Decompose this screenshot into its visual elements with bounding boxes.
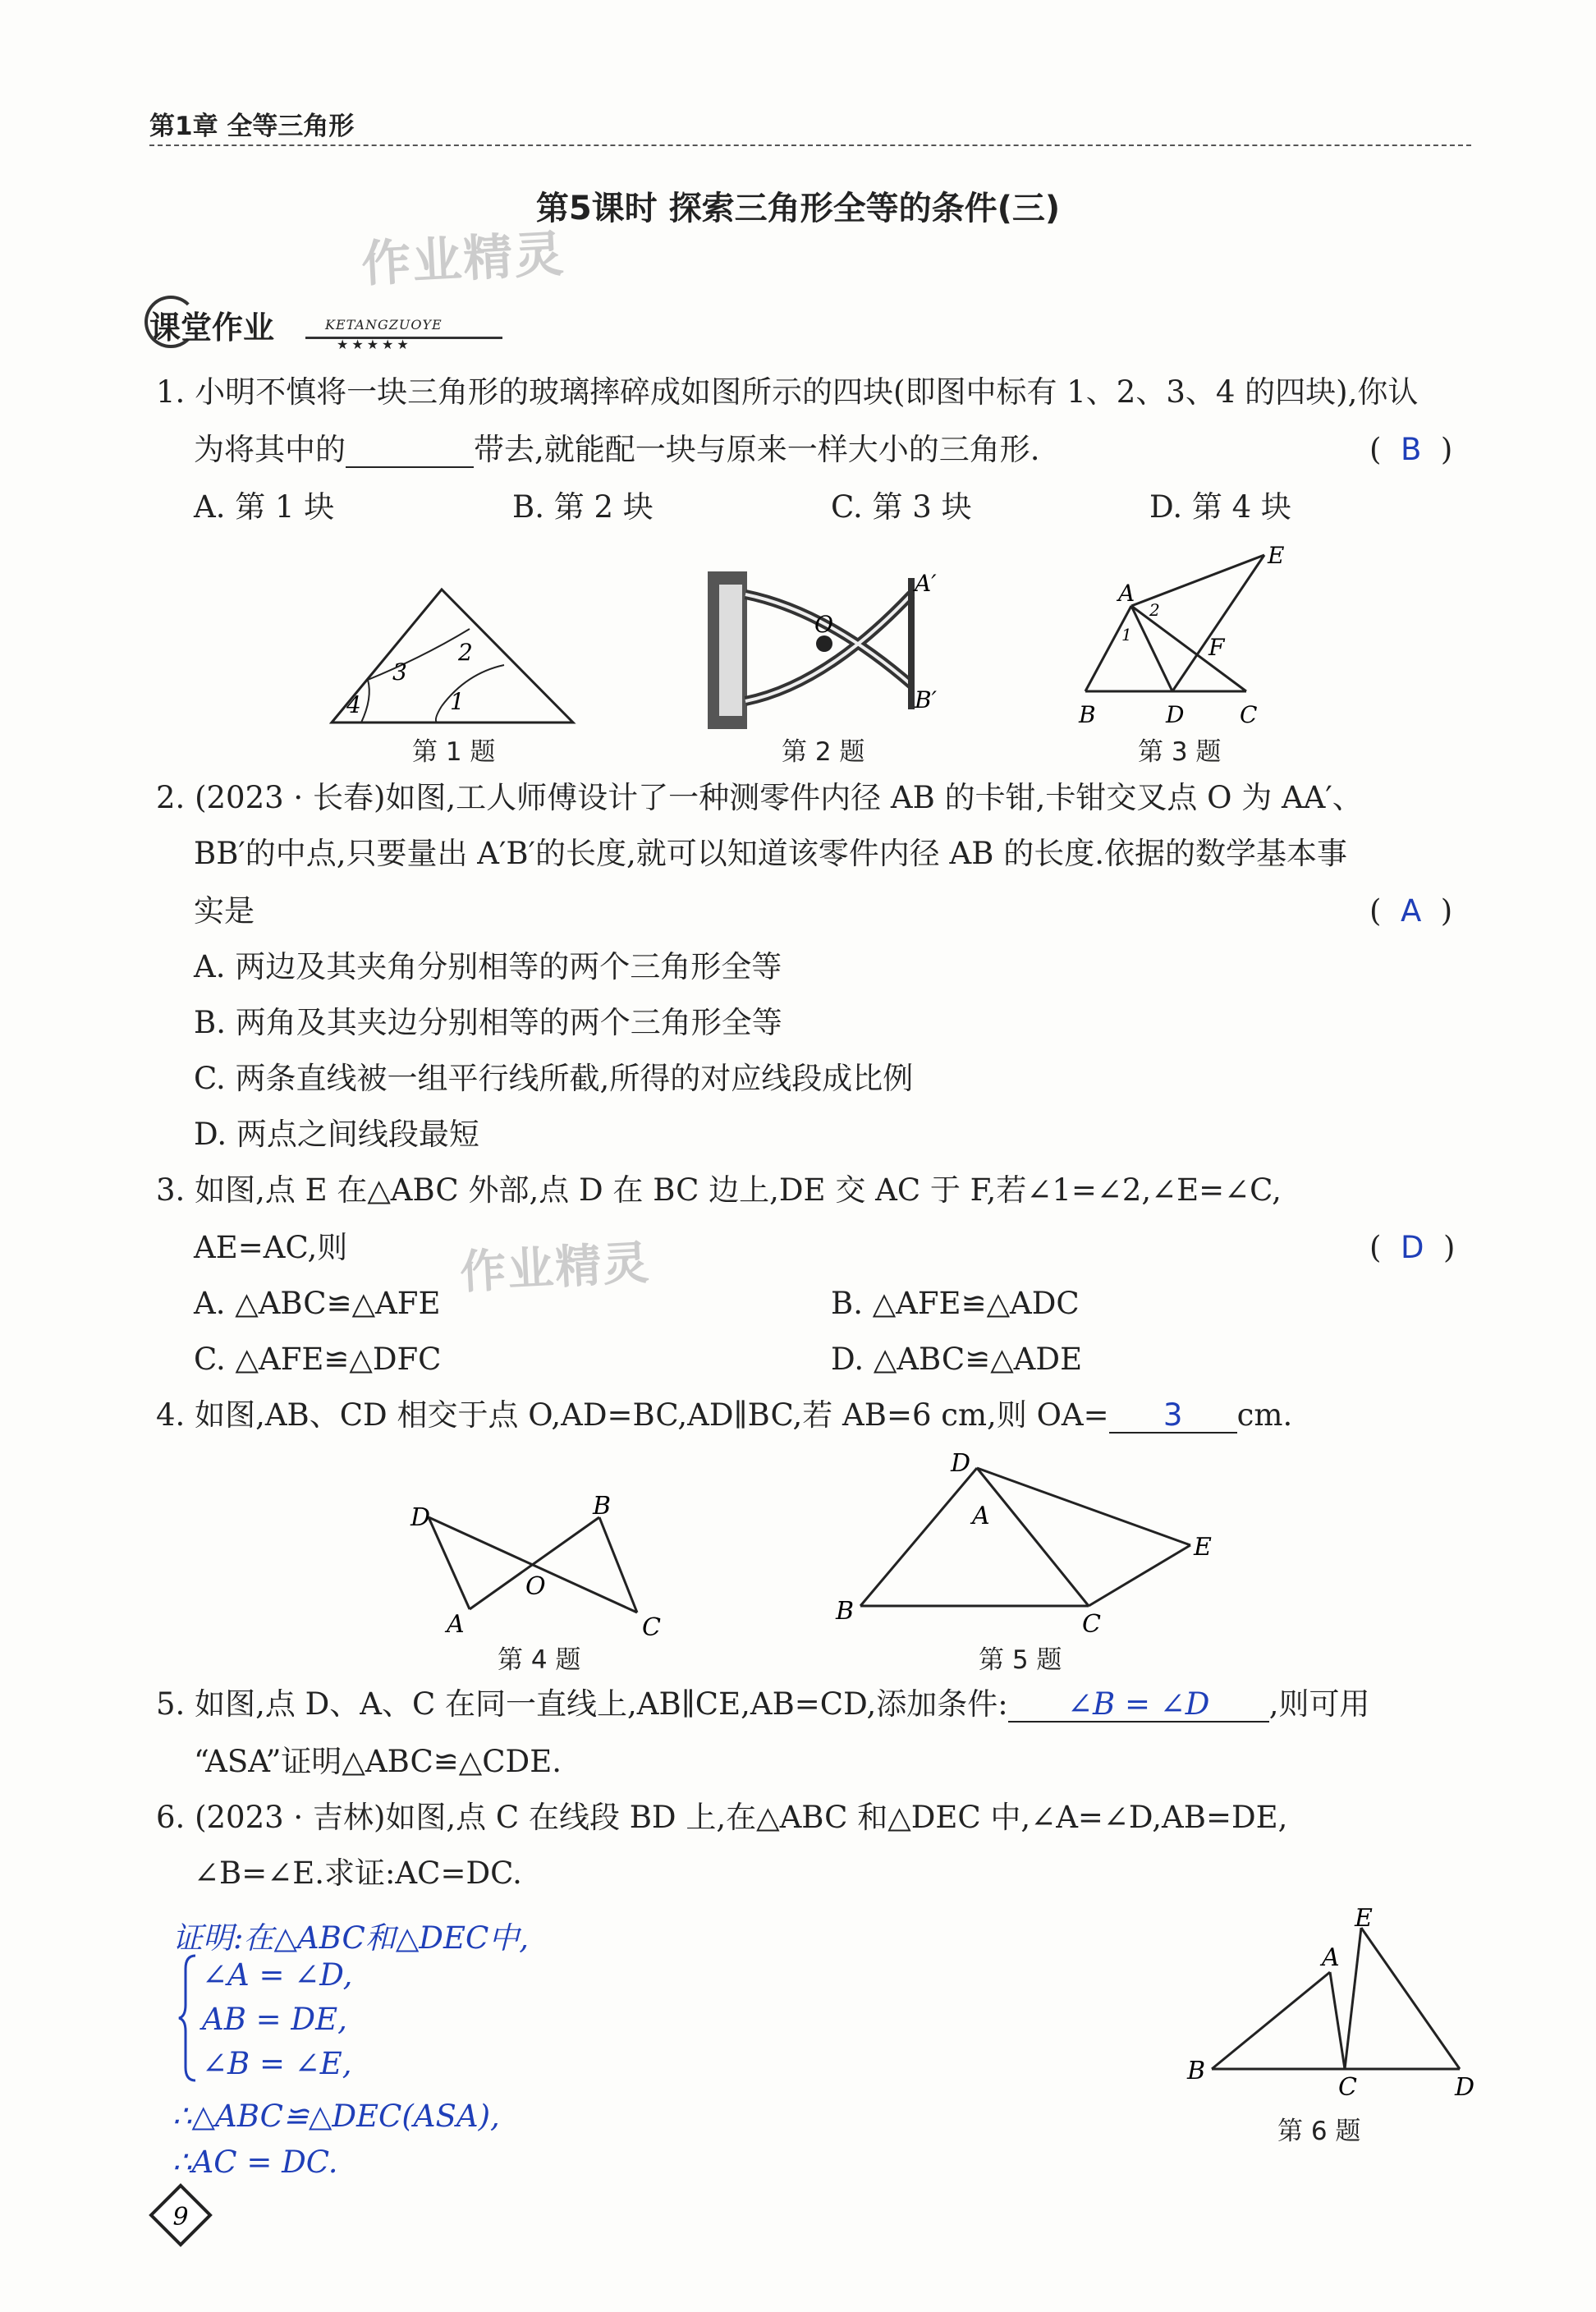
q1-answer-bracket: ( B ): [1369, 432, 1453, 467]
fig5-label-b: B: [836, 1597, 855, 1626]
fig6-label-d: D: [1455, 2073, 1475, 2102]
fig6-label-c: C: [1338, 2073, 1357, 2102]
q1-option-c: C. 第 3 块: [831, 489, 972, 525]
proof-line-5: ∴△ABC≌△DEC(ASA),: [172, 2099, 500, 2134]
fig3-label-1: 1: [1121, 625, 1132, 645]
fig6-label-e: E: [1355, 1904, 1373, 1933]
section-stars: ★★★★★: [337, 337, 412, 352]
fig5-caption: 第 5 题: [979, 1645, 1062, 1675]
fig4-label-a: A: [447, 1610, 465, 1639]
fig1-label-3: 3: [392, 658, 407, 686]
fig6-ed: [1361, 1928, 1460, 2069]
watermark: 作业精灵: [360, 225, 566, 294]
q2-option-d: D. 两点之间线段最短: [194, 1117, 479, 1152]
fig6-label-a: A: [1322, 1943, 1340, 1972]
section-underline: [305, 337, 502, 339]
fig3-label-f: F: [1208, 634, 1225, 661]
q1-option-d: D. 第 4 块: [1149, 489, 1291, 525]
fig1-label-4: 4: [346, 691, 361, 718]
fig4-label-c: C: [642, 1613, 661, 1640]
fig4-label-d: D: [410, 1503, 431, 1532]
fig2-label-aprime: A′: [915, 570, 937, 597]
q2-option-c: C. 两条直线被一组平行线所截,所得的对应线段成比例: [194, 1061, 914, 1096]
fig1-label-1: 1: [450, 688, 465, 715]
proof-line-4: ∠B = ∠E,: [202, 2046, 352, 2081]
q5-line2: “ASA”证明△ABC≌△CDE.: [194, 1744, 562, 1779]
q1-line2b: 带去,就能配一块与原来一样大小的三角形.: [474, 432, 1040, 467]
q4-text-b: cm.: [1236, 1397, 1293, 1433]
fig3-ab: [1085, 606, 1131, 691]
q1-option-b: B. 第 2 块: [512, 489, 654, 525]
q1-line1: 1. 小明不慎将一块三角形的玻璃摔碎成如图所示的四块(即图中标有 1、2、3、4 的四块),你认: [156, 374, 1419, 410]
fig3-label-e: E: [1268, 542, 1285, 569]
chapter-header: 第1章 全等三角形: [149, 112, 355, 141]
fig5-label-c: C: [1082, 1610, 1101, 1639]
fig1-crack-2: [368, 629, 470, 680]
q2-answer-bracket: ( A ): [1369, 893, 1453, 929]
fig3-label-a: A: [1118, 580, 1135, 607]
q5-answer: ∠B = ∠D: [1066, 1686, 1210, 1722]
figure-2: [703, 562, 957, 734]
fig2-pivot: [816, 635, 832, 652]
fig3-ac: [1131, 606, 1246, 691]
fig1-caption: 第 1 题: [412, 737, 496, 767]
q3-answer: D: [1400, 1230, 1424, 1265]
q2-option-b: B. 两角及其夹边分别相等的两个三角形全等: [194, 1005, 782, 1040]
page-number-badge: [148, 2182, 213, 2248]
fig6-caption: 第 6 题: [1277, 2117, 1361, 2146]
fig3-label-b: B: [1079, 701, 1096, 728]
fig2-label-bprime: B′: [915, 686, 937, 713]
q4-line: [156, 1399, 1292, 1434]
fig5-label-a: A: [972, 1502, 990, 1530]
q5-line1a: 5. 如图,点 D、A、C 在同一直线上,AB∥CE,AB=CD,添加条件:: [156, 1686, 1008, 1722]
fig6-ec: [1345, 1928, 1361, 2069]
fig3-ae: [1131, 555, 1264, 606]
q3-answer-bracket: ( D ): [1369, 1230, 1456, 1265]
q3-option-d: D. △ABC≌△ADE: [831, 1342, 1083, 1377]
proof-brace: [177, 1952, 202, 2084]
page-number: 9: [172, 2203, 189, 2232]
proof-line-3: AB = DE,: [202, 2002, 347, 2037]
fig5-label-e: E: [1194, 1533, 1212, 1562]
q5-line1: [156, 1688, 1369, 1723]
proof-brace-path: [179, 1956, 195, 2080]
q3-option-b: B. △AFE≌△ADC: [831, 1286, 1080, 1321]
q1-option-a: A. 第 1 块: [194, 489, 335, 525]
proof-line-1: 证明:在△ABC和△DEC中,: [172, 1920, 530, 1956]
q3-option-a: A. △ABC≌△AFE: [194, 1286, 441, 1321]
q6-line1: 6. (2023 · 吉林)如图,点 C 在线段 BD 上,在△ABC 和△DEC 中,∠A=∠D,AB=DE,: [156, 1800, 1288, 1835]
header-divider: [149, 144, 1471, 146]
q4-text-a: 4. 如图,AB、CD 相交于点 O,AD=BC,AD∥BC,若 AB=6 cm,则 OA=: [156, 1397, 1109, 1433]
figure-1: [325, 575, 588, 731]
fig4-da: [429, 1517, 470, 1609]
q1-blank: [346, 434, 474, 468]
q1-line2a: 为将其中的: [194, 432, 346, 467]
q5-blank: [1008, 1688, 1269, 1723]
q4-answer: 3: [1163, 1397, 1183, 1433]
fig1-label-2: 2: [458, 639, 473, 666]
fig5-label-d: D: [951, 1449, 971, 1478]
fig1-crack-4: [436, 706, 442, 722]
q2-option-a: A. 两边及其夹角分别相等的两个三角形全等: [194, 949, 782, 984]
fig2-part-inner: [719, 585, 742, 716]
fig4-label-o: O: [525, 1572, 546, 1601]
fig3-label-d: D: [1166, 701, 1185, 728]
q2-line3: 实是: [194, 893, 255, 929]
fig4-label-b: B: [593, 1493, 612, 1521]
lesson-title: 第5课时 探索三角形全等的条件(三): [535, 190, 1061, 227]
proof-line-6: ∴AC = DC.: [172, 2145, 338, 2180]
fig5-db: [860, 1468, 977, 1606]
q4-blank: [1109, 1399, 1237, 1434]
fig6-label-b: B: [1187, 2057, 1206, 2085]
fig2-label-o: O: [814, 611, 833, 638]
q3-line1: 3. 如图,点 E 在△ABC 外部,点 D 在 BC 边上,DE 交 AC 于 F,若∠1=∠2,∠E=∠C,: [156, 1172, 1282, 1208]
section-title: 课堂作业: [149, 310, 275, 346]
figure-6: [1172, 1903, 1484, 2107]
figure-4: [397, 1493, 685, 1640]
figure-5: [828, 1447, 1238, 1640]
fig6-ba: [1212, 1972, 1330, 2069]
watermark-2: 作业精灵: [458, 1236, 652, 1300]
figure-3: [1067, 542, 1314, 731]
fig3-label-c: C: [1240, 701, 1258, 728]
fig5-ec: [1089, 1545, 1190, 1606]
q1-line2: [194, 434, 1040, 468]
q1-answer: B: [1400, 432, 1422, 467]
fig3-caption: 第 3 题: [1138, 737, 1222, 767]
q3-option-c: C. △AFE≌△DFC: [194, 1342, 442, 1377]
q2-answer: A: [1400, 893, 1422, 929]
section-subtitle: KETANGZUOYE: [325, 317, 443, 333]
q3-line2: AE=AC,则: [194, 1230, 348, 1265]
q5-line1b: ,则可用: [1268, 1686, 1370, 1722]
fig2-caption: 第 2 题: [782, 737, 865, 767]
fig6-ac: [1330, 1972, 1345, 2069]
q6-line2: ∠B=∠E.求证:AC=DC.: [194, 1856, 522, 1891]
fig3-label-2: 2: [1149, 600, 1160, 620]
q2-line2: BB′的中点,只要量出 A′B′的长度,就可以知道该零件内径 AB 的长度.依据的数学基本事: [194, 836, 1347, 871]
q2-line1: 2. (2023 · 长春)如图,工人师傅设计了一种测零件内径 AB 的卡钳,卡钳交叉点 O 为 AA′、: [156, 780, 1363, 815]
proof-line-2: ∠A = ∠D,: [202, 1957, 353, 1993]
fig4-caption: 第 4 题: [498, 1645, 581, 1675]
